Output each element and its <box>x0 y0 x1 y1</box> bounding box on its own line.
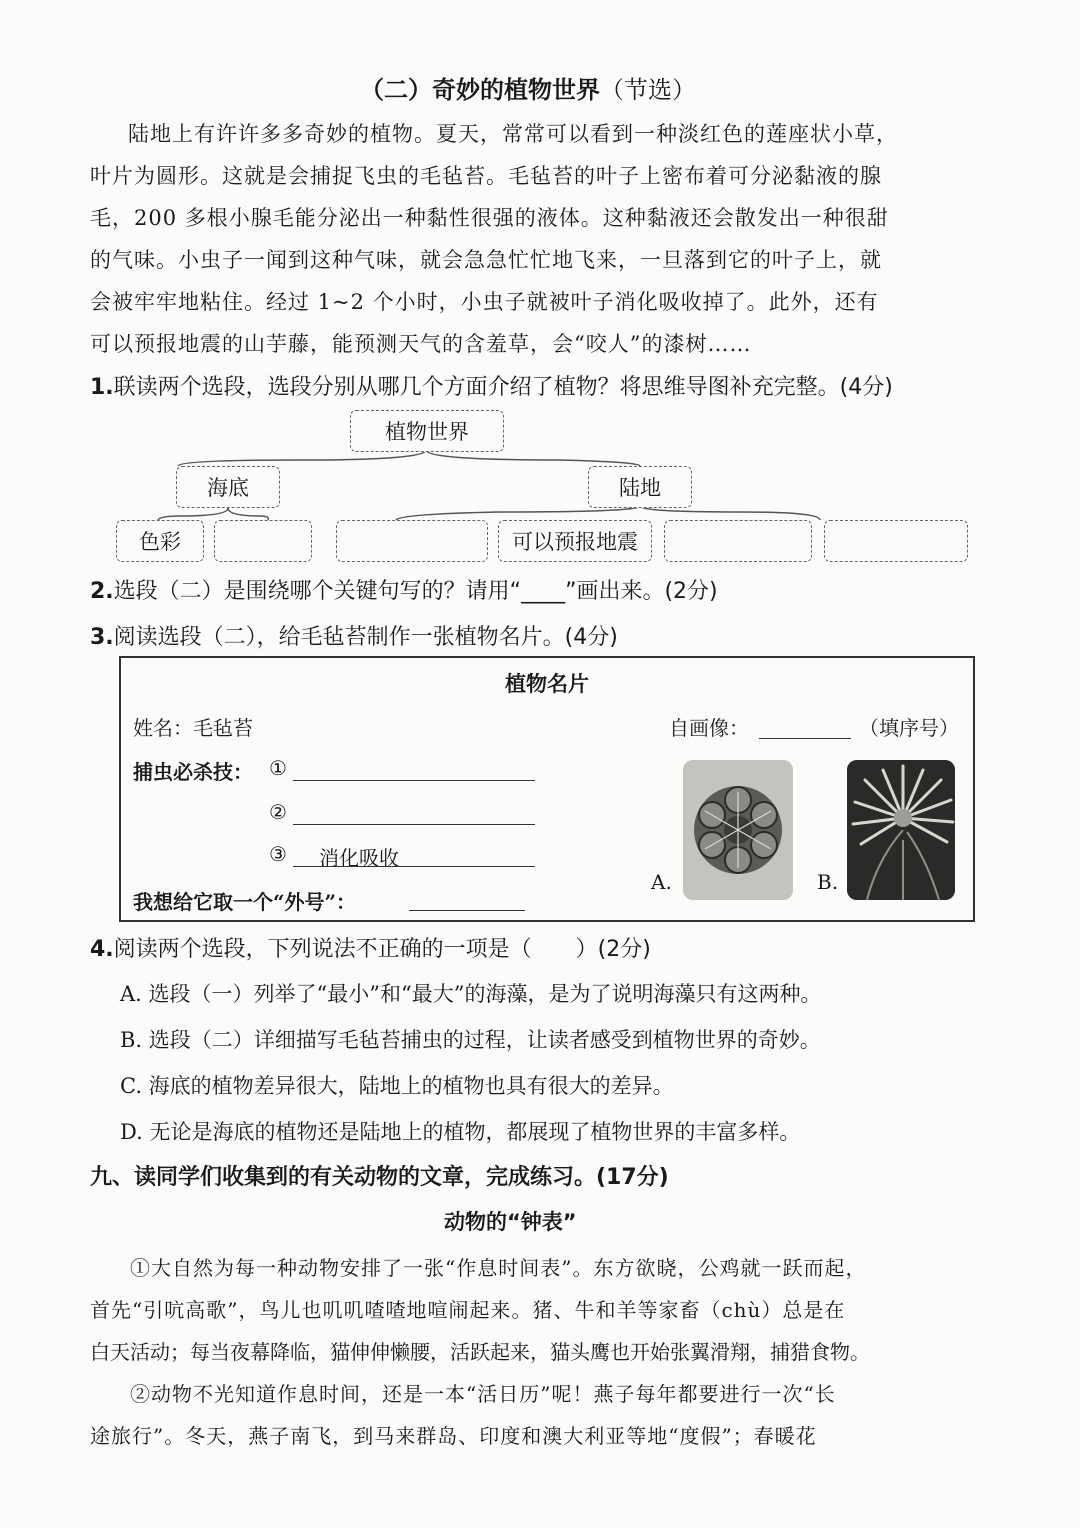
mindmap-node-label: 陆地 <box>619 476 661 500</box>
question-text: 阅读选段（二），给毛毡苔制作一张植物名片。(4分) <box>113 625 618 650</box>
article-line: ②动物不光知道作息时间，还是一本“活日历”呢！燕子每年都要进行一次“长 <box>130 1382 836 1406</box>
question-number: 2. <box>90 579 114 604</box>
skill-marker-3: ③ <box>269 842 287 866</box>
plant-card <box>119 656 975 922</box>
question-4 <box>90 932 651 963</box>
mindmap-connectors <box>0 0 1080 570</box>
passage-line: 毛，200 多根小腺毛能分泌出一种黏性很强的液体。这种黏液还会散发出一种很甜 <box>90 206 889 230</box>
skill-answer-3: 消化吸收 <box>319 846 399 870</box>
card-name: 姓名：毛毡苔 <box>133 716 253 740</box>
nickname-answer-line[interactable] <box>409 910 525 911</box>
passage-line: 叶片为圆形。这就是会捕捉飞虫的毛毡苔。毛毡苔的叶子上密布着可分泌黏液的腺 <box>90 164 882 188</box>
skill-answer-line-3 <box>293 866 535 867</box>
mindmap-leaf-label: 可以预报地震 <box>512 530 638 554</box>
question-text: 联读两个选段，选段分别从哪几个方面介绍了植物？将思维导图补充完整。(4分) <box>113 375 893 400</box>
mindmap-leaf-label: 色彩 <box>139 530 181 554</box>
question-number: 1. <box>90 375 114 400</box>
passage-line: 的气味。小虫子一闻到这种气味，就会急急忙忙地飞来，一旦落到它的叶子上，就 <box>90 248 882 272</box>
passage-line: 陆地上有许许多多奇妙的植物。夏天，常常可以看到一种淡红色的莲座状小草， <box>128 122 898 146</box>
question-number: 4. <box>90 937 114 962</box>
article-line: 首先“引吭高歌”，鸟儿也叽叽喳喳地喧闹起来。猪、牛和羊等家畜（chù）总是在 <box>90 1298 846 1322</box>
article-line: 白天活动；每当夜幕降临，猫伸伸懒腰，活跃起来，猫头鹰也开始张翼滑翔，捕猎食物。 <box>90 1340 870 1364</box>
skill-answer-line-2[interactable] <box>293 824 535 825</box>
card-portrait-hint: （填序号） <box>859 716 959 740</box>
section-9-heading: 九、读同学们收集到的有关动物的文章，完成练习。(17分) <box>90 1165 669 1190</box>
question-2 <box>90 574 718 605</box>
article-line: 途旅行”。冬天，燕子南飞，到马来群岛、印度和澳大利亚等地“度假”；春暖花 <box>90 1424 817 1448</box>
mindmap-leaf-blank[interactable] <box>664 520 812 562</box>
question-text: 选段（二）是围绕哪个关键句写的？请用“____”画出来。(2分) <box>113 579 718 604</box>
passage-line: 会被牢牢地粘住。经过 1~2 个小时，小虫子就被叶子消化吸收掉了。此外，还有 <box>90 290 879 314</box>
mindmap-leaf-blank[interactable] <box>336 520 488 562</box>
sundew-rosette-image <box>683 760 793 900</box>
option-a[interactable]: A. 选段（一）列举了“最小”和“最大”的海藻，是为了说明海藻只有这两种。 <box>120 982 822 1006</box>
mindmap-node-seabed <box>176 466 280 508</box>
passage-line: 可以预报地震的山芋藤，能预测天气的含羞草，会“咬人”的漆树…… <box>90 332 752 356</box>
card-title: 植物名片 <box>505 672 589 696</box>
skill-marker-1: ① <box>269 756 287 780</box>
spiky-flower-photo <box>847 760 955 900</box>
photo-a-label: A. <box>651 870 672 894</box>
question-text: 阅读两个选段，下列说法不正确的一项是（ ）(2分) <box>113 937 651 962</box>
spiky-flower-image <box>847 760 955 900</box>
mindmap-leaf-blank[interactable] <box>214 520 312 562</box>
mindmap-leaf-color <box>116 520 204 562</box>
mindmap-node-label: 海底 <box>207 476 249 500</box>
question-number: 3. <box>90 625 114 650</box>
mindmap-root-label: 植物世界 <box>385 420 469 444</box>
skill-marker-2: ② <box>269 800 287 824</box>
passage-title-main: （二）奇妙的植物世界 <box>360 75 600 104</box>
article-line: ①大自然为每一种动物安排了一张“作息时间表”。东方欲晓，公鸡就一跃而起， <box>130 1256 867 1280</box>
passage-title-note: （节选） <box>600 76 696 104</box>
mindmap-leaf-earthquake <box>498 520 652 562</box>
card-nickname-label: 我想给它取一个“外号”： <box>133 890 357 914</box>
option-c[interactable]: C. 海底的植物差异很大，陆地上的植物也具有很大的差异。 <box>120 1074 674 1098</box>
mindmap-node-land <box>588 466 692 508</box>
photo-b-label: B. <box>817 870 839 894</box>
option-d[interactable]: D. 无论是海底的植物还是陆地上的植物，都展现了植物世界的丰富多样。 <box>120 1120 801 1144</box>
card-portrait-label: 自画像： <box>669 716 749 740</box>
mindmap-leaf-blank[interactable] <box>824 520 968 562</box>
portrait-answer-line[interactable] <box>759 738 851 739</box>
sundew-photo <box>683 760 793 900</box>
article-title: 动物的“钟表” <box>444 1210 577 1234</box>
mindmap-root <box>350 410 504 452</box>
card-skill-label: 捕虫必杀技： <box>133 760 253 784</box>
option-b[interactable]: B. 选段（二）详细描写毛毡苔捕虫的过程，让读者感受到植物世界的奇妙。 <box>120 1028 821 1052</box>
skill-answer-line-1[interactable] <box>293 780 535 781</box>
question-3 <box>90 620 618 651</box>
